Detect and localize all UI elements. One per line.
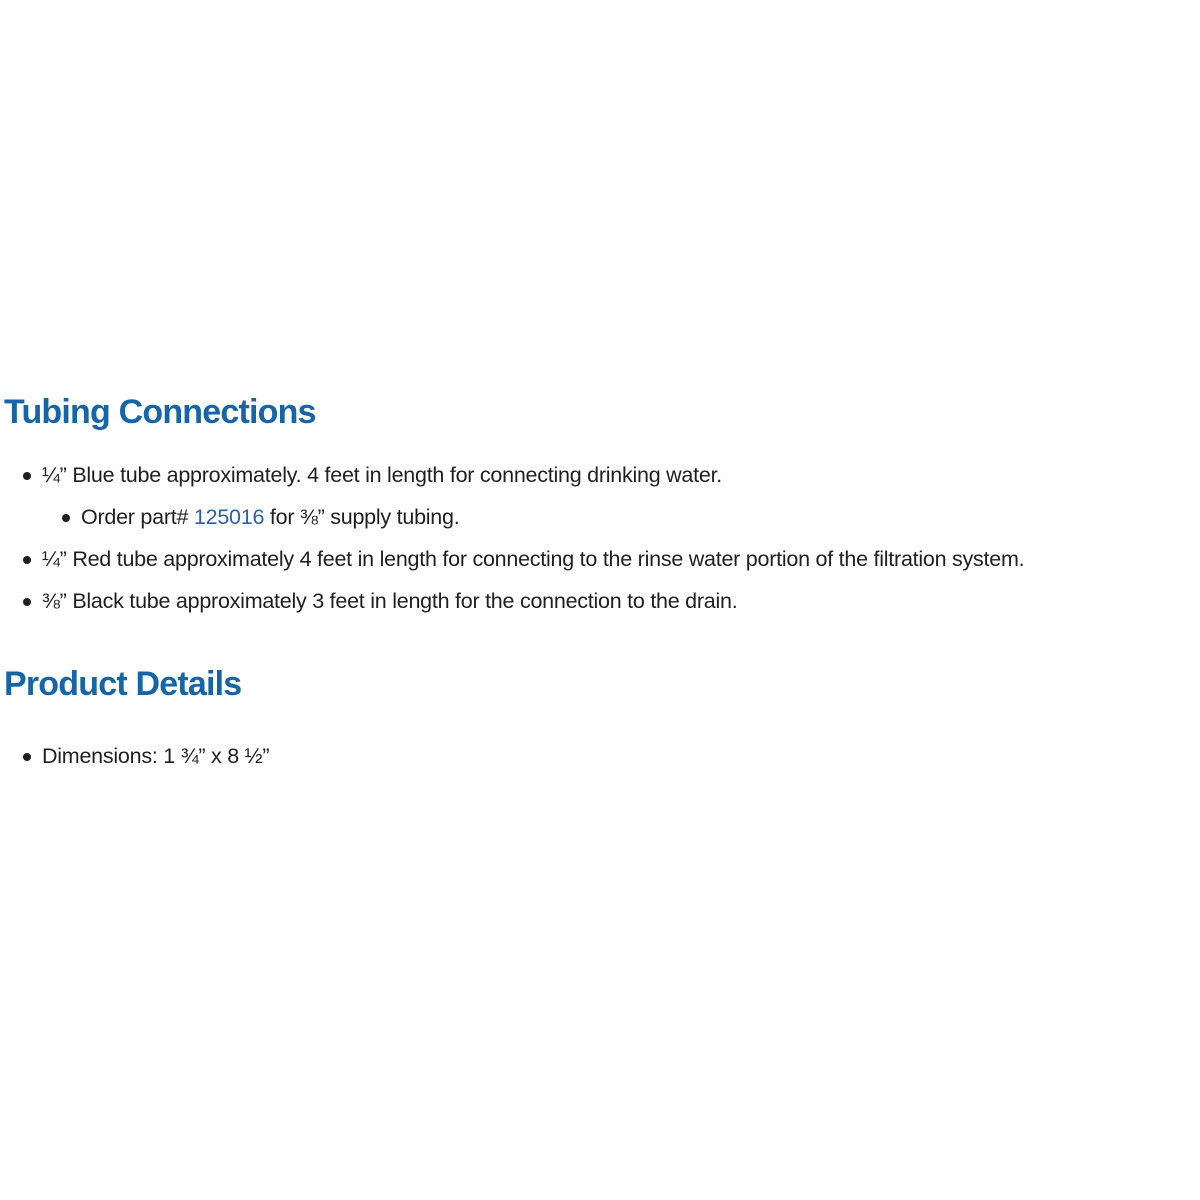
list-item-black-tube	[4, 580, 1200, 622]
order-part-suffix: for ⅜” supply tubing.	[264, 505, 460, 529]
list-item-blue-tube	[4, 454, 1200, 496]
details-list	[4, 735, 1200, 777]
black-tube-text: ⅜” Black tube approximately 3 feet in length for the connection to the drain.	[42, 589, 738, 613]
tubing-connections-section	[4, 388, 1200, 622]
product-details-section	[4, 660, 1200, 777]
product-details-heading: Product Details	[4, 665, 242, 703]
order-part-prefix: Order part#	[81, 505, 194, 529]
tubing-list	[4, 454, 1200, 622]
list-item-red-tube	[4, 538, 1200, 580]
bullet-icon	[23, 472, 31, 480]
product-description	[4, 388, 1200, 777]
bullet-icon	[62, 514, 70, 522]
list-item-order-part	[4, 496, 1200, 538]
bullet-icon	[23, 556, 31, 564]
bullet-icon	[23, 598, 31, 606]
bullet-icon	[23, 753, 31, 761]
tubing-connections-heading: Tubing Connections	[4, 393, 316, 431]
red-tube-text: ¼” Red tube approximately 4 feet in length for connecting to the rinse water portion of the filtration system.	[42, 547, 1025, 571]
blue-tube-text: ¼” Blue tube approximately. 4 feet in length for connecting drinking water.	[42, 463, 723, 487]
part-number-link[interactable]: 125016	[193, 505, 265, 529]
list-item-dimensions	[4, 735, 1200, 777]
dimensions-text: Dimensions: 1 ¾” x 8 ½”	[42, 744, 270, 768]
